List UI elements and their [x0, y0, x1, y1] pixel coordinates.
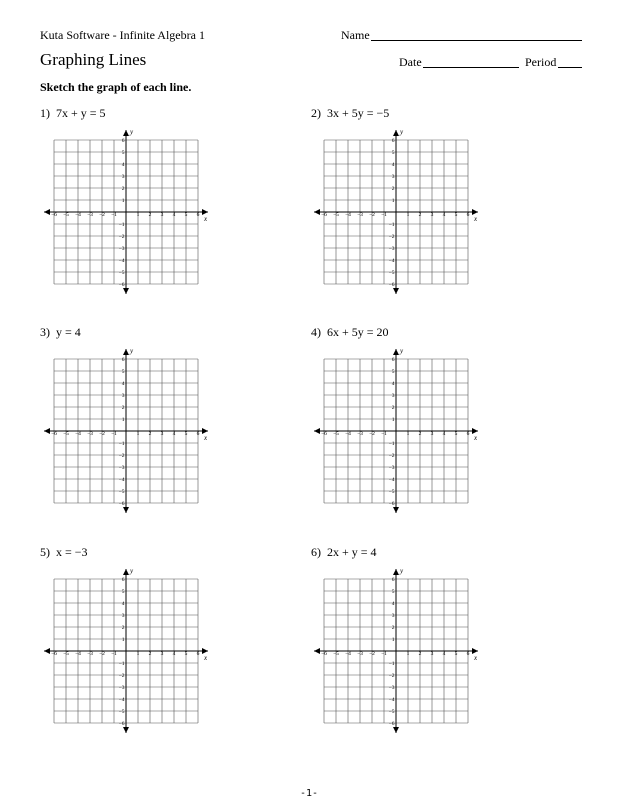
x-tick-label: −4 [75, 212, 81, 218]
x-tick-label: −6 [51, 651, 57, 657]
y-tick-label: −3 [118, 465, 125, 471]
x-tick-label: 3 [430, 212, 434, 218]
y-tick-label: 1 [391, 417, 395, 423]
x-axis-arrow-left [44, 428, 50, 434]
y-tick-label: 4 [391, 601, 395, 607]
x-tick-label: −1 [381, 212, 387, 218]
y-tick-label: 6 [121, 357, 125, 363]
x-tick-label: 6 [466, 651, 470, 657]
y-axis-arrow-down [123, 727, 129, 733]
date-label: Date [399, 55, 422, 69]
x-tick-label: −1 [381, 651, 387, 657]
x-tick-label: 5 [454, 651, 458, 657]
coordinate-grid-1[interactable] [41, 127, 211, 297]
x-tick-label: 3 [160, 651, 164, 657]
x-tick-label: 2 [148, 431, 152, 437]
x-tick-label: 2 [418, 431, 422, 437]
y-tick-label: 5 [391, 369, 395, 375]
y-tick-label: −2 [118, 673, 125, 679]
x-tick-label: −2 [99, 212, 105, 218]
y-tick-label: −5 [388, 270, 395, 276]
y-axis-arrow-down [393, 288, 399, 294]
y-tick-label: 6 [121, 138, 125, 144]
x-tick-label: 3 [430, 431, 434, 437]
x-tick-label: 4 [172, 431, 176, 437]
y-tick-label: −3 [388, 685, 395, 691]
problem-equation: 2x + y = 4 [327, 545, 377, 559]
x-tick-label: 6 [196, 212, 200, 218]
coordinate-grid-4[interactable] [311, 346, 481, 516]
problem-equation: 3x + 5y = −5 [327, 106, 390, 120]
problem-number: 3) [40, 325, 50, 339]
x-tick-label: −2 [99, 651, 105, 657]
coordinate-grid-5[interactable] [41, 566, 211, 736]
y-tick-label: −5 [388, 709, 395, 715]
y-axis-arrow-up [393, 349, 399, 355]
x-axis-label: x [204, 654, 208, 662]
y-tick-label: 4 [121, 381, 125, 387]
y-tick-label: −4 [118, 477, 125, 483]
y-tick-label: −6 [388, 721, 395, 727]
y-tick-label: −2 [388, 453, 395, 459]
y-tick-label: 2 [121, 186, 125, 192]
y-tick-label: −6 [118, 501, 125, 507]
problem-6 [311, 545, 377, 560]
problem-number: 1) [40, 106, 50, 120]
page-number: -1- [300, 788, 319, 799]
y-tick-label: 2 [391, 405, 395, 411]
y-tick-label: 5 [391, 150, 395, 156]
y-tick-label: 1 [391, 198, 395, 204]
y-tick-label: −1 [388, 661, 395, 667]
x-tick-label: −5 [333, 651, 339, 657]
x-tick-label: −2 [99, 431, 105, 437]
x-tick-label: 2 [418, 651, 422, 657]
x-axis-label: x [474, 434, 478, 442]
y-tick-label: 1 [121, 637, 125, 643]
x-tick-label: 1 [136, 212, 140, 218]
y-tick-label: −5 [118, 709, 125, 715]
x-tick-label: −5 [63, 651, 69, 657]
y-tick-label: −1 [388, 441, 395, 447]
y-axis-arrow-up [393, 130, 399, 136]
y-tick-label: −1 [118, 441, 125, 447]
problem-1 [40, 106, 106, 121]
y-tick-label: −6 [118, 721, 125, 727]
y-tick-label: 3 [121, 613, 125, 619]
x-tick-label: 4 [442, 651, 446, 657]
x-tick-label: −5 [63, 212, 69, 218]
x-tick-label: 4 [442, 212, 446, 218]
x-tick-label: 5 [184, 431, 188, 437]
problem-equation: 7x + y = 5 [56, 106, 106, 120]
x-tick-label: −6 [51, 212, 57, 218]
y-tick-label: 6 [391, 357, 395, 363]
x-axis-arrow-left [314, 209, 320, 215]
x-tick-label: 2 [418, 212, 422, 218]
x-axis-arrow-left [44, 648, 50, 654]
x-tick-label: 1 [406, 212, 410, 218]
y-tick-label: 5 [121, 150, 125, 156]
x-tick-label: 5 [454, 431, 458, 437]
name-label: Name [341, 28, 370, 42]
software-name: Kuta Software - Infinite Algebra 1 [40, 28, 205, 42]
problem-number: 4) [311, 325, 321, 339]
x-tick-label: −3 [87, 651, 93, 657]
x-axis-arrow-left [314, 648, 320, 654]
x-tick-label: 3 [160, 431, 164, 437]
x-tick-label: −6 [321, 212, 327, 218]
y-tick-label: 2 [121, 625, 125, 631]
y-tick-label: −4 [118, 258, 125, 264]
x-axis-label: x [474, 215, 478, 223]
x-tick-label: 6 [196, 431, 200, 437]
y-axis-arrow-up [123, 569, 129, 575]
x-axis-label: x [474, 654, 478, 662]
y-tick-label: −4 [388, 697, 395, 703]
y-axis-arrow-up [123, 130, 129, 136]
x-tick-label: 3 [160, 212, 164, 218]
x-tick-label: −1 [111, 212, 117, 218]
x-tick-label: 6 [466, 212, 470, 218]
y-axis-label: y [130, 128, 134, 136]
x-tick-label: −5 [333, 431, 339, 437]
x-tick-label: −3 [357, 651, 363, 657]
y-tick-label: −4 [388, 258, 395, 264]
y-tick-label: 1 [121, 417, 125, 423]
problem-3 [40, 325, 81, 340]
x-tick-label: 1 [406, 431, 410, 437]
x-tick-label: 6 [196, 651, 200, 657]
x-tick-label: −1 [111, 651, 117, 657]
y-tick-label: 3 [391, 174, 395, 180]
date-field-line [423, 67, 519, 68]
y-tick-label: −3 [118, 685, 125, 691]
y-tick-label: −1 [118, 661, 125, 667]
problem-equation: x = −3 [56, 545, 88, 559]
y-tick-label: 6 [391, 577, 395, 583]
y-tick-label: 3 [121, 393, 125, 399]
y-tick-label: 4 [391, 381, 395, 387]
y-tick-label: 6 [391, 138, 395, 144]
problem-4 [311, 325, 389, 340]
problem-number: 2) [311, 106, 321, 120]
y-tick-label: 4 [121, 601, 125, 607]
x-tick-label: −2 [369, 212, 375, 218]
x-tick-label: −6 [51, 431, 57, 437]
y-tick-label: 5 [391, 589, 395, 595]
y-tick-label: −5 [118, 489, 125, 495]
x-tick-label: −4 [75, 651, 81, 657]
period-label: Period [525, 55, 557, 69]
worksheet-title: Graphing Lines [40, 50, 147, 69]
y-tick-label: 2 [391, 186, 395, 192]
x-tick-label: 4 [172, 651, 176, 657]
x-tick-label: 2 [148, 212, 152, 218]
y-axis-label: y [400, 347, 404, 355]
y-tick-label: −2 [118, 234, 125, 240]
x-tick-label: −3 [87, 212, 93, 218]
y-axis-label: y [400, 128, 404, 136]
coordinate-grid-6[interactable] [311, 566, 481, 736]
x-tick-label: 4 [172, 212, 176, 218]
y-tick-label: −2 [118, 453, 125, 459]
y-tick-label: −3 [388, 465, 395, 471]
y-tick-label: 6 [121, 577, 125, 583]
x-tick-label: 1 [136, 431, 140, 437]
y-tick-label: −4 [388, 477, 395, 483]
y-tick-label: 4 [391, 162, 395, 168]
x-tick-label: 5 [184, 212, 188, 218]
y-tick-label: −6 [118, 282, 125, 288]
period-field-line [558, 67, 582, 68]
y-tick-label: −5 [388, 489, 395, 495]
instructions: Sketch the graph of each line. [40, 80, 192, 94]
y-tick-label: 4 [121, 162, 125, 168]
y-tick-label: 1 [121, 198, 125, 204]
x-tick-label: −2 [369, 651, 375, 657]
y-tick-label: 2 [391, 625, 395, 631]
problem-number: 6) [311, 545, 321, 559]
x-tick-label: 6 [466, 431, 470, 437]
y-tick-label: 5 [121, 589, 125, 595]
x-axis-arrow-left [44, 209, 50, 215]
x-axis-label: x [204, 215, 208, 223]
problem-5 [40, 545, 88, 560]
x-tick-label: −3 [357, 431, 363, 437]
y-tick-label: 2 [121, 405, 125, 411]
x-tick-label: 1 [406, 651, 410, 657]
x-tick-label: −3 [357, 212, 363, 218]
y-tick-label: −3 [118, 246, 125, 252]
x-tick-label: −2 [369, 431, 375, 437]
y-tick-label: −3 [388, 246, 395, 252]
y-tick-label: −2 [388, 673, 395, 679]
y-axis-label: y [400, 567, 404, 575]
coordinate-grid-3[interactable] [41, 346, 211, 516]
problem-equation: 6x + 5y = 20 [327, 325, 389, 339]
x-tick-label: −6 [321, 651, 327, 657]
x-tick-label: −4 [75, 431, 81, 437]
y-axis-arrow-down [123, 288, 129, 294]
x-tick-label: 5 [184, 651, 188, 657]
x-tick-label: −4 [345, 212, 351, 218]
x-tick-label: 3 [430, 651, 434, 657]
y-axis-arrow-up [123, 349, 129, 355]
y-axis-arrow-up [393, 569, 399, 575]
problem-number: 5) [40, 545, 50, 559]
y-axis-label: y [130, 347, 134, 355]
x-tick-label: −1 [111, 431, 117, 437]
x-axis-arrow-left [314, 428, 320, 434]
y-tick-label: −4 [118, 697, 125, 703]
y-tick-label: 1 [391, 637, 395, 643]
x-tick-label: −3 [87, 431, 93, 437]
x-tick-label: −4 [345, 431, 351, 437]
x-tick-label: −1 [381, 431, 387, 437]
x-tick-label: −5 [63, 431, 69, 437]
y-axis-label: y [130, 567, 134, 575]
y-tick-label: 3 [391, 613, 395, 619]
x-axis-label: x [204, 434, 208, 442]
x-tick-label: 1 [136, 651, 140, 657]
y-tick-label: 3 [391, 393, 395, 399]
y-axis-arrow-down [393, 727, 399, 733]
x-tick-label: 5 [454, 212, 458, 218]
x-tick-label: 4 [442, 431, 446, 437]
x-tick-label: −6 [321, 431, 327, 437]
y-tick-label: −6 [388, 282, 395, 288]
y-tick-label: −2 [388, 234, 395, 240]
x-tick-label: −4 [345, 651, 351, 657]
y-tick-label: 5 [121, 369, 125, 375]
x-tick-label: 2 [148, 651, 152, 657]
y-tick-label: −1 [118, 222, 125, 228]
y-tick-label: −5 [118, 270, 125, 276]
y-tick-label: −6 [388, 501, 395, 507]
x-tick-label: −5 [333, 212, 339, 218]
problem-equation: y = 4 [56, 325, 81, 339]
y-axis-arrow-down [393, 507, 399, 513]
y-axis-arrow-down [123, 507, 129, 513]
name-field-line [371, 40, 582, 41]
y-tick-label: −1 [388, 222, 395, 228]
coordinate-grid-2[interactable] [311, 127, 481, 297]
problem-2 [311, 106, 389, 121]
y-tick-label: 3 [121, 174, 125, 180]
